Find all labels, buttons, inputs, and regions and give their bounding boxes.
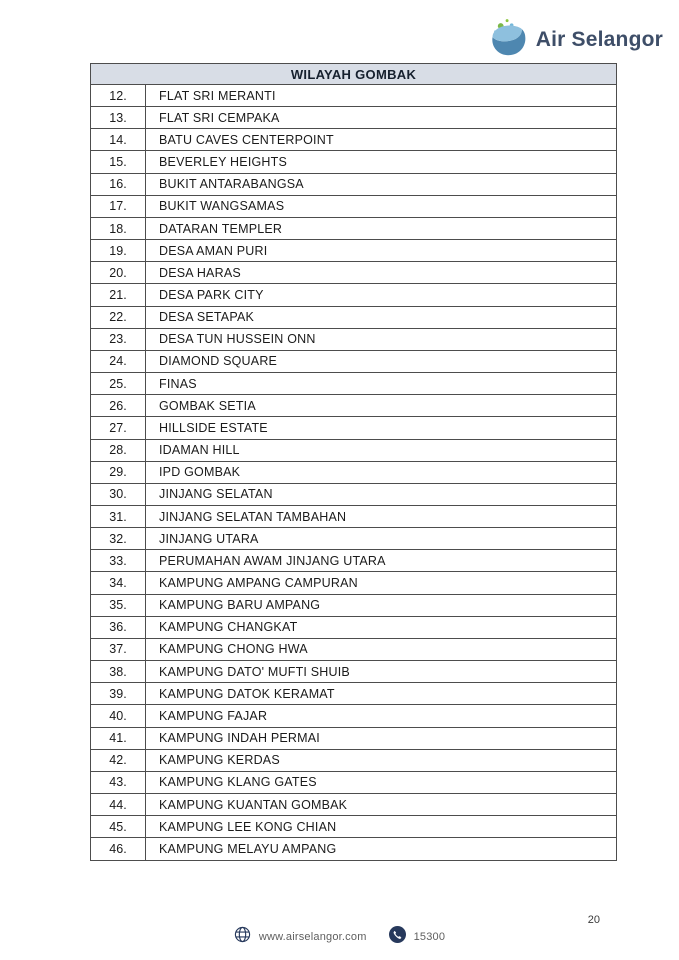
row-number: 29. xyxy=(91,462,146,483)
table-row xyxy=(91,550,616,572)
table-row xyxy=(91,728,616,750)
row-number: 32. xyxy=(91,528,146,549)
table-row xyxy=(91,129,616,151)
table-row xyxy=(91,262,616,284)
table-row xyxy=(91,750,616,772)
row-number: 13. xyxy=(91,107,146,128)
table-row xyxy=(91,417,616,439)
row-number: 37. xyxy=(91,639,146,660)
row-number: 22. xyxy=(91,307,146,328)
table-row xyxy=(91,794,616,816)
row-area-name: BEVERLEY HEIGHTS xyxy=(159,155,288,170)
row-area-name: DESA SETAPAK xyxy=(159,310,255,325)
row-number: 20. xyxy=(91,262,146,283)
row-area-name: PERUMAHAN AWAM JINJANG UTARA xyxy=(159,553,386,568)
table-row xyxy=(91,329,616,351)
row-area-name: DESA AMAN PURI xyxy=(159,243,268,258)
website-text: www.airselangor.com xyxy=(258,931,367,943)
row-area-name: FLAT SRI MERANTI xyxy=(159,88,276,103)
table-row xyxy=(91,440,616,462)
row-area-name: KAMPUNG KLANG GATES xyxy=(159,775,317,790)
row-number: 14. xyxy=(91,129,146,150)
row-area-name: BUKIT ANTARABANGSA xyxy=(159,177,304,192)
row-number: 25. xyxy=(91,373,146,394)
table-row xyxy=(91,107,616,129)
row-area-name: KAMPUNG DATO' MUFTI SHUIB xyxy=(159,664,350,679)
row-number: 35. xyxy=(91,595,146,616)
row-number: 18. xyxy=(91,218,146,239)
logo-wordmark: Air Selangor xyxy=(535,27,663,51)
table-body xyxy=(91,85,616,860)
row-number: 45. xyxy=(91,816,146,837)
row-area-name: GOMBAK SETIA xyxy=(159,398,256,413)
row-area-name: DATARAN TEMPLER xyxy=(159,221,283,236)
row-number: 16. xyxy=(91,174,146,195)
row-area-name: KAMPUNG LEE KONG CHIAN xyxy=(159,819,337,834)
table-header: WILAYAH GOMBAK xyxy=(91,64,616,85)
row-area-name: KAMPUNG BARU AMPANG xyxy=(159,598,321,613)
row-number: 43. xyxy=(91,772,146,793)
row-number: 24. xyxy=(91,351,146,372)
row-area-name: IPD GOMBAK xyxy=(159,465,241,480)
row-number: 41. xyxy=(91,728,146,749)
row-number: 39. xyxy=(91,683,146,704)
table-row xyxy=(91,484,616,506)
air-selangor-logo xyxy=(487,17,663,62)
table-row xyxy=(91,174,616,196)
table-row xyxy=(91,683,616,705)
water-droplet-icon xyxy=(487,17,529,62)
row-number: 21. xyxy=(91,284,146,305)
table-row xyxy=(91,307,616,329)
table-row xyxy=(91,528,616,550)
row-number: 15. xyxy=(91,151,146,172)
row-area-name: FLAT SRI CEMPAKA xyxy=(159,110,280,125)
table-row xyxy=(91,595,616,617)
table-row xyxy=(91,772,616,794)
table-row xyxy=(91,218,616,240)
row-number: 17. xyxy=(91,196,146,217)
row-area-name: BATU CAVES CENTERPOINT xyxy=(159,132,334,147)
row-area-name: KAMPUNG KERDAS xyxy=(159,753,280,768)
row-number: 31. xyxy=(91,506,146,527)
row-area-name: JINJANG SELATAN xyxy=(159,487,273,502)
table-row xyxy=(91,395,616,417)
table-row xyxy=(91,572,616,594)
table-row xyxy=(91,240,616,262)
footer-phone xyxy=(389,926,446,948)
row-area-name: KAMPUNG DATOK KERAMAT xyxy=(159,686,335,701)
table-row xyxy=(91,705,616,727)
globe-icon xyxy=(234,926,251,948)
row-number: 38. xyxy=(91,661,146,682)
table-row xyxy=(91,85,616,107)
footer-website xyxy=(234,926,367,948)
table-row xyxy=(91,816,616,838)
row-area-name: DIAMOND SQUARE xyxy=(159,354,278,369)
page-number: 20 xyxy=(587,914,600,926)
row-number: 46. xyxy=(91,838,146,859)
phone-text: 15300 xyxy=(413,931,446,943)
row-number: 23. xyxy=(91,329,146,350)
row-area-name: KAMPUNG MELAYU AMPANG xyxy=(159,841,337,856)
wilayah-gombak-table xyxy=(90,63,617,861)
row-number: 36. xyxy=(91,617,146,638)
row-number: 27. xyxy=(91,417,146,438)
row-area-name: KAMPUNG FAJAR xyxy=(159,708,268,723)
footer xyxy=(0,926,679,948)
row-area-name: KAMPUNG AMPANG CAMPURAN xyxy=(159,576,358,591)
row-area-name: KAMPUNG KUANTAN GOMBAK xyxy=(159,797,348,812)
row-number: 34. xyxy=(91,572,146,593)
row-area-name: JINJANG UTARA xyxy=(159,531,259,546)
row-area-name: DESA TUN HUSSEIN ONN xyxy=(159,332,316,347)
row-number: 40. xyxy=(91,705,146,726)
table-row xyxy=(91,617,616,639)
row-area-name: HILLSIDE ESTATE xyxy=(159,420,268,435)
row-area-name: KAMPUNG INDAH PERMAI xyxy=(159,731,320,746)
row-area-name: JINJANG SELATAN TAMBAHAN xyxy=(159,509,347,524)
row-number: 12. xyxy=(91,85,146,106)
row-number: 30. xyxy=(91,484,146,505)
row-number: 28. xyxy=(91,440,146,461)
row-area-name: KAMPUNG CHONG HWA xyxy=(159,642,308,657)
row-area-name: KAMPUNG CHANGKAT xyxy=(159,620,298,635)
row-area-name: IDAMAN HILL xyxy=(159,443,240,458)
row-number: 19. xyxy=(91,240,146,261)
table-row xyxy=(91,151,616,173)
row-area-name: DESA PARK CITY xyxy=(159,287,264,302)
row-number: 33. xyxy=(91,550,146,571)
table-row xyxy=(91,373,616,395)
table-row xyxy=(91,639,616,661)
table-row xyxy=(91,284,616,306)
row-number: 44. xyxy=(91,794,146,815)
row-number: 26. xyxy=(91,395,146,416)
row-number: 42. xyxy=(91,750,146,771)
row-area-name: FINAS xyxy=(159,376,197,391)
table-row xyxy=(91,838,616,859)
table-row xyxy=(91,506,616,528)
row-area-name: BUKIT WANGSAMAS xyxy=(159,199,285,214)
table-row xyxy=(91,661,616,683)
table-row xyxy=(91,351,616,373)
row-area-name: DESA HARAS xyxy=(159,265,241,280)
table-row xyxy=(91,196,616,218)
phone-icon xyxy=(389,926,406,948)
table-row xyxy=(91,462,616,484)
